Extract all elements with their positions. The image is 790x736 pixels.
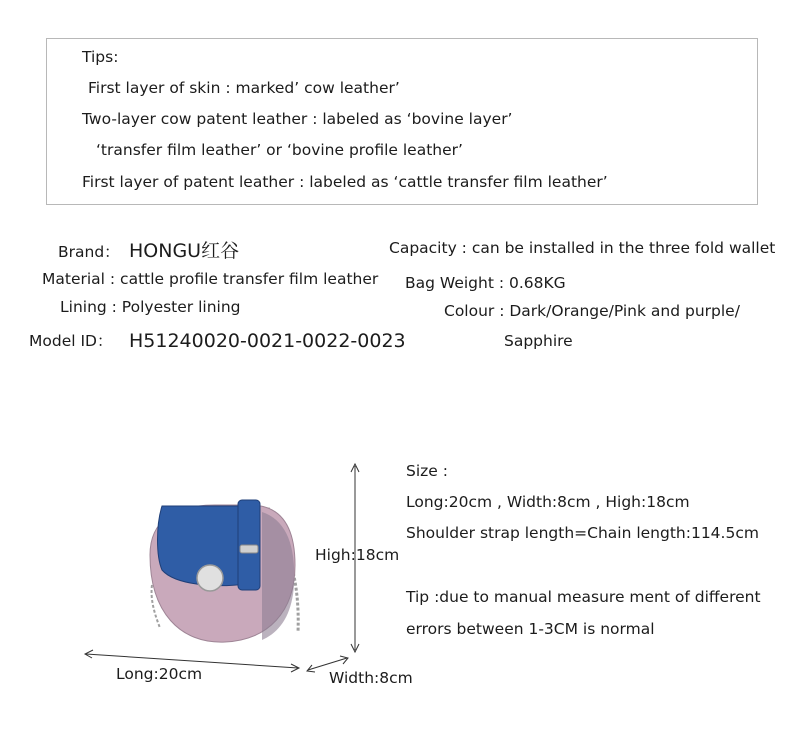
size-tip-2: errors between 1-3CM is normal (406, 620, 655, 638)
colour-text: Colour : Dark/Orange/Pink and purple/ (444, 302, 740, 320)
size-strap: Shoulder strap length=Chain length:114.5cm (406, 524, 759, 542)
size-dims: Long:20cm , Width:8cm , High:18cm (406, 493, 690, 511)
long-label: Long:20cm (116, 665, 203, 683)
size-heading: Size : (406, 462, 448, 480)
capacity-text: Capacity : can be installed in the three fold wallet (389, 239, 776, 257)
material-text: Material : cattle profile transfer film leather (42, 270, 379, 288)
high-label: High:18cm (315, 546, 400, 564)
width-label: Width:8cm (329, 669, 413, 687)
model-value: H51240020-0021-0022-0023 (129, 330, 406, 352)
size-tip-1: Tip :due to manual measure ment of different (406, 588, 761, 606)
brand-label: Brand： (58, 243, 120, 261)
model-label: Model ID： (29, 332, 113, 350)
tips-line-4: First layer of patent leather : labeled as ‘cattle transfer film leather’ (82, 173, 608, 191)
brand-value: HONGU红谷 (129, 240, 240, 262)
colour-text-cont: Sapphire (504, 332, 573, 350)
weight-text: Bag Weight : 0.68KG (405, 274, 566, 292)
strap-buckle (240, 545, 258, 553)
tips-heading: Tips: (82, 48, 119, 66)
lining-text: Lining : Polyester lining (60, 298, 241, 316)
tips-line-2: Two-layer cow patent leather : labeled as ‘bovine layer’ (82, 110, 513, 128)
clasp (197, 565, 223, 591)
tips-line-3: ‘transfer film leather’ or ‘bovine profile leather’ (96, 141, 463, 159)
tips-line-1: First layer of skin : marked’ cow leather’ (88, 79, 400, 97)
